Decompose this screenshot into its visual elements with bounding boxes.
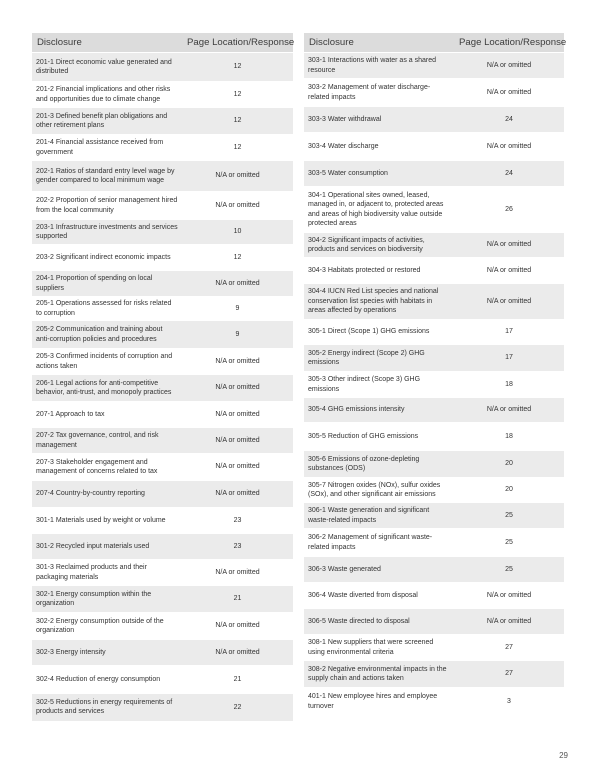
- table-row: [304, 688, 564, 716]
- disclosure-cell: 306-4 Waste diverted from disposal: [304, 583, 454, 609]
- table-header-row: [304, 33, 564, 53]
- table-row: [32, 560, 293, 586]
- page-location-cell: 12: [182, 245, 293, 271]
- page-location-cell: N/A or omitted: [454, 398, 564, 423]
- table-row: [32, 428, 293, 454]
- disclosure-cell: 305-6 Emissions of ozone-depleting substances (ODS): [304, 451, 454, 478]
- disclosure-cell: 305-7 Nitrogen oxides (NOx), sulfur oxides (SOx), and other significant air emissions: [304, 478, 454, 503]
- table-row: [32, 666, 293, 694]
- table-row: [32, 53, 293, 82]
- page-location-cell: 24: [454, 107, 564, 133]
- table-row: [304, 635, 564, 661]
- page-location-cell: N/A or omitted: [182, 481, 293, 508]
- page-location-cell: 27: [454, 635, 564, 661]
- table-row: [32, 161, 293, 192]
- disclosure-cell: 303-4 Water discharge: [304, 133, 454, 161]
- disclosure-table-right: [304, 33, 567, 716]
- disclosure-cell: 302-4 Reduction of energy consumption: [32, 666, 182, 694]
- page-location-cell: N/A or omitted: [454, 233, 564, 258]
- table-row: [304, 609, 564, 635]
- disclosure-cell: 207-1 Approach to tax: [32, 402, 182, 428]
- table-body-left: [32, 53, 293, 721]
- page-location-cell: 12: [182, 108, 293, 135]
- page-location-cell: 20: [454, 478, 564, 503]
- disclosure-cell: 203-1 Infrastructure investments and services supported: [32, 220, 182, 245]
- disclosure-cell: 305-5 Reduction of GHG emissions: [304, 423, 454, 451]
- table-row: [304, 79, 564, 107]
- disclosure-cell: 306-1 Waste generation and significant waste-related impacts: [304, 503, 454, 529]
- disclosure-cell: 308-2 Negative environmental impacts in the supply chain and actions taken: [304, 661, 454, 688]
- page-location-cell: N/A or omitted: [182, 161, 293, 192]
- header-disclosure: Disclosure: [304, 33, 454, 53]
- page-location-cell: N/A or omitted: [454, 258, 564, 284]
- page-location-cell: N/A or omitted: [454, 583, 564, 609]
- table-row: [304, 398, 564, 423]
- page-location-cell: 26: [454, 187, 564, 233]
- page-location-cell: N/A or omitted: [182, 613, 293, 640]
- disclosure-cell: 207-3 Stakeholder engagement and management of concerns related to tax: [32, 454, 182, 481]
- table-row: [32, 349, 293, 375]
- disclosure-cell: 305-4 GHG emissions intensity: [304, 398, 454, 423]
- page-location-cell: 25: [454, 503, 564, 529]
- page-location-cell: 25: [454, 557, 564, 583]
- page-location-cell: N/A or omitted: [182, 375, 293, 402]
- table-row: [32, 135, 293, 161]
- disclosure-cell: 302-3 Energy intensity: [32, 640, 182, 666]
- table-row: [32, 375, 293, 402]
- page-location-cell: 17: [454, 345, 564, 372]
- page-number: 29: [559, 751, 568, 760]
- table-row: [32, 220, 293, 245]
- table-row: [304, 503, 564, 529]
- page-location-cell: 18: [454, 423, 564, 451]
- table-row: [304, 107, 564, 133]
- table-row: [304, 423, 564, 451]
- table-row: [304, 583, 564, 609]
- page-location-cell: 3: [454, 688, 564, 716]
- disclosure-cell: 308-1 New suppliers that were screened using environmental criteria: [304, 635, 454, 661]
- page-location-cell: N/A or omitted: [182, 349, 293, 375]
- page-location-cell: 24: [454, 161, 564, 187]
- page-location-cell: 27: [454, 661, 564, 688]
- page-location-cell: N/A or omitted: [454, 79, 564, 107]
- page-location-cell: 9: [182, 321, 293, 349]
- disclosure-cell: 201-1 Direct economic value generated and distributed: [32, 53, 182, 82]
- table-row: [32, 481, 293, 508]
- page-location-cell: 25: [454, 529, 564, 557]
- disclosure-cell: 201-4 Financial assistance received from government: [32, 135, 182, 161]
- table-row: [304, 187, 564, 233]
- header-page-location-response: Page Location/Response: [454, 33, 564, 53]
- page-location-cell: 23: [182, 508, 293, 534]
- disclosure-cell: 203-2 Significant indirect economic impacts: [32, 245, 182, 271]
- disclosure-cell: 205-3 Confirmed incidents of corruption and actions taken: [32, 349, 182, 375]
- table-row: [32, 192, 293, 220]
- disclosure-cell: 304-2 Significant impacts of activities, products and services on biodiversity: [304, 233, 454, 258]
- disclosure-cell: 303-1 Interactions with water as a shared resource: [304, 53, 454, 79]
- table-row: [304, 133, 564, 161]
- table-row: [304, 529, 564, 557]
- disclosure-cell: 301-2 Recycled input materials used: [32, 534, 182, 560]
- page-location-cell: 12: [182, 82, 293, 108]
- table-row: [32, 508, 293, 534]
- disclosure-cell: 303-2 Management of water discharge-related impacts: [304, 79, 454, 107]
- table-row: [304, 345, 564, 372]
- disclosure-cell: 304-4 IUCN Red List species and national conservation list species with habitats in areas affected by operations: [304, 284, 454, 320]
- disclosure-cell: 301-3 Reclaimed products and their packaging materials: [32, 560, 182, 586]
- disclosure-cell: 306-5 Waste directed to disposal: [304, 609, 454, 635]
- page-location-cell: N/A or omitted: [454, 284, 564, 320]
- table-row: [304, 451, 564, 478]
- page-location-cell: 22: [182, 694, 293, 721]
- table-row: [32, 297, 293, 321]
- page-location-cell: 9: [182, 297, 293, 321]
- disclosure-cell: 202-1 Ratios of standard entry level wage by gender compared to local minimum wage: [32, 161, 182, 192]
- page-location-cell: N/A or omitted: [182, 640, 293, 666]
- table-row: [32, 402, 293, 428]
- page-location-cell: N/A or omitted: [182, 192, 293, 220]
- disclosure-cell: 202-2 Proportion of senior management hired from the local community: [32, 192, 182, 220]
- page-location-cell: N/A or omitted: [454, 609, 564, 635]
- table-row: [32, 586, 293, 613]
- page-location-cell: 10: [182, 220, 293, 245]
- table-row: [32, 271, 293, 297]
- table-row: [32, 694, 293, 721]
- disclosure-cell: 305-1 Direct (Scope 1) GHG emissions: [304, 320, 454, 345]
- table-row: [304, 661, 564, 688]
- table-row: [32, 321, 293, 349]
- disclosure-cell: 305-3 Other indirect (Scope 3) GHG emissions: [304, 372, 454, 398]
- table-row: [32, 613, 293, 640]
- disclosure-cell: 207-2 Tax governance, control, and risk management: [32, 428, 182, 454]
- table-row: [32, 454, 293, 481]
- disclosure-cell: 201-2 Financial implications and other risks and opportunities due to climate change: [32, 82, 182, 108]
- table-row: [304, 161, 564, 187]
- page-location-cell: 12: [182, 53, 293, 82]
- table-row: [304, 478, 564, 503]
- page-location-cell: 17: [454, 320, 564, 345]
- disclosure-table-left: [32, 33, 293, 721]
- table-row: [304, 258, 564, 284]
- table-row: [304, 557, 564, 583]
- page-location-cell: N/A or omitted: [182, 560, 293, 586]
- disclosure-cell: 205-2 Communication and training about anti-corruption policies and procedures: [32, 321, 182, 349]
- table-body-right: [304, 53, 564, 716]
- table-row: [304, 320, 564, 345]
- page-location-cell: 20: [454, 451, 564, 478]
- page-location-cell: N/A or omitted: [182, 402, 293, 428]
- page-location-cell: 12: [182, 135, 293, 161]
- disclosure-cell: 303-3 Water withdrawal: [304, 107, 454, 133]
- page-location-cell: N/A or omitted: [454, 53, 564, 79]
- table-row: [304, 233, 564, 258]
- disclosure-cell: 301-1 Materials used by weight or volume: [32, 508, 182, 534]
- page-location-cell: 23: [182, 534, 293, 560]
- page-location-cell: N/A or omitted: [182, 454, 293, 481]
- table-row: [304, 53, 564, 79]
- disclosure-cell: 304-1 Operational sites owned, leased, managed in, or adjacent to, protected areas and areas of high biodiversity value outside protected areas: [304, 187, 454, 233]
- table-row: [32, 82, 293, 108]
- page-location-cell: 21: [182, 666, 293, 694]
- table-row: [32, 245, 293, 271]
- page-location-cell: N/A or omitted: [182, 271, 293, 297]
- disclosure-cell: 302-5 Reductions in energy requirements of products and services: [32, 694, 182, 721]
- disclosure-cell: 305-2 Energy indirect (Scope 2) GHG emissions: [304, 345, 454, 372]
- disclosure-cell: 302-2 Energy consumption outside of the organization: [32, 613, 182, 640]
- disclosure-cell: 303-5 Water consumption: [304, 161, 454, 187]
- header-page-location-response: Page Location/Response: [182, 33, 293, 53]
- table-row: [304, 284, 564, 320]
- page-location-cell: N/A or omitted: [454, 133, 564, 161]
- table-row: [304, 372, 564, 398]
- disclosure-cell: 201-3 Defined benefit plan obligations and other retirement plans: [32, 108, 182, 135]
- page-location-cell: N/A or omitted: [182, 428, 293, 454]
- disclosure-cell: 205-1 Operations assessed for risks related to corruption: [32, 297, 182, 321]
- disclosure-cell: 401-1 New employee hires and employee turnover: [304, 688, 454, 716]
- disclosure-cell: 306-2 Management of significant waste-related impacts: [304, 529, 454, 557]
- table-row: [32, 108, 293, 135]
- page-location-cell: 18: [454, 372, 564, 398]
- disclosure-cell: 207-4 Country-by-country reporting: [32, 481, 182, 508]
- disclosure-cell: 302-1 Energy consumption within the organization: [32, 586, 182, 613]
- disclosure-cell: 206-1 Legal actions for anti-competitive behavior, anti-trust, and monopoly practices: [32, 375, 182, 402]
- table-header-row: [32, 33, 293, 53]
- header-disclosure: Disclosure: [32, 33, 182, 53]
- disclosure-cell: 204-1 Proportion of spending on local suppliers: [32, 271, 182, 297]
- table-row: [32, 640, 293, 666]
- disclosure-cell: 306-3 Waste generated: [304, 557, 454, 583]
- disclosure-cell: 304-3 Habitats protected or restored: [304, 258, 454, 284]
- table-row: [32, 534, 293, 560]
- page-location-cell: 21: [182, 586, 293, 613]
